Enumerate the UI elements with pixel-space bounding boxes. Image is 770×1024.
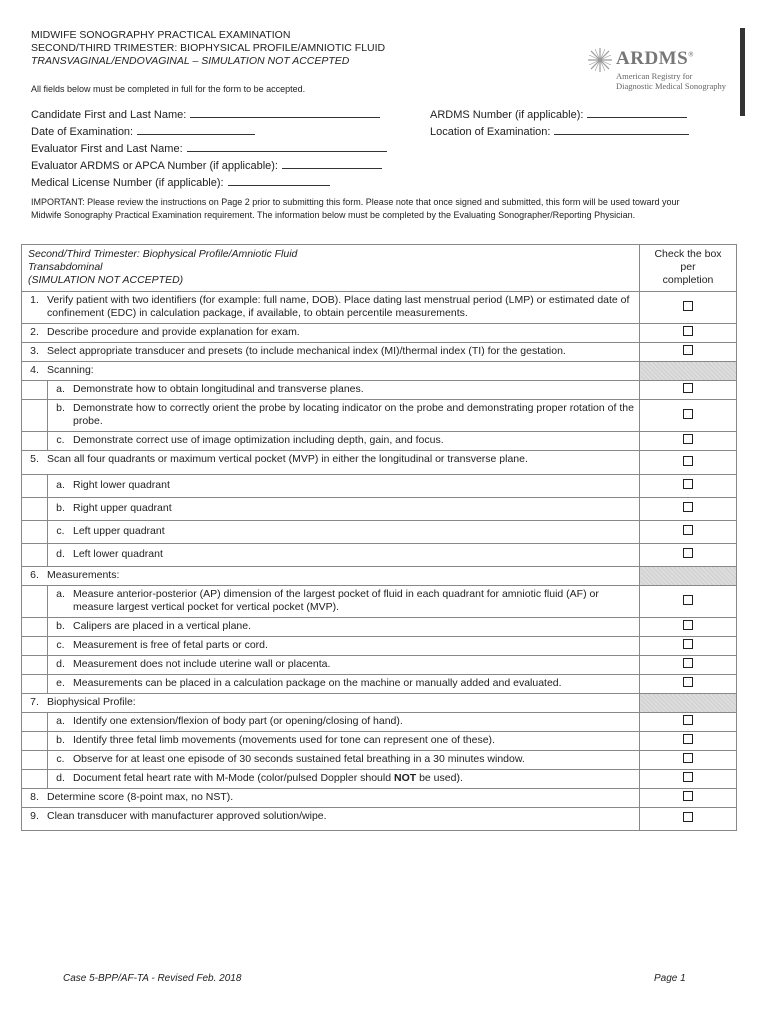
item-text: Identify three fetal limb movements (movements used for tone can represent one of these). <box>73 734 495 746</box>
table-row: a. Identify one extension/flexion of body part (or opening/closing of hand). <box>22 713 737 732</box>
section-heading: Scanning: <box>47 364 94 376</box>
form-header <box>31 29 385 68</box>
item-text: Demonstrate how to correctly orient the probe by locating indicator on the probe and demonstrating proper rotation of the probe. <box>73 402 634 427</box>
table-row: b. Demonstrate how to correctly orient the probe by locating indicator on the probe and demonstrating proper rotation of the probe. <box>22 400 737 432</box>
evaluator-name-line[interactable] <box>187 141 387 152</box>
shaded-cell <box>640 567 737 586</box>
evaluator-number-field[interactable]: Evaluator ARDMS or APCA Number (if applicable): <box>31 158 382 172</box>
completion-note: All fields below must be completed in full for the form to be accepted. <box>31 84 306 94</box>
footer-page-number: Page 1 <box>654 973 686 984</box>
table-row: 6. Measurements: <box>22 567 737 586</box>
table-row: 8. Determine score (8-point max, no NST). <box>22 789 737 808</box>
table-row: 5. Scan all four quadrants or maximum vertical pocket (MVP) in either the longitudinal or transverse plane. <box>22 451 737 475</box>
important-notice: IMPORTANT: Please review the instructions on Page 2 prior to submitting this form. Please note that once signed and submitted, this form will be used toward your Midwife Sonography Practical Examination requirement. The information below must be completed by the Evaluating Sonographer/Reporting Physician. <box>31 197 680 220</box>
checkbox[interactable] <box>683 525 693 535</box>
item-text: Describe procedure and provide explanation for exam. <box>47 326 300 338</box>
item-text: Demonstrate correct use of image optimization including depth, gain, and focus. <box>73 434 444 446</box>
checkbox[interactable] <box>683 595 693 605</box>
item-text: Determine score (8-point max, no NST). <box>47 791 234 803</box>
header-line-3: TRANSVAGINAL/ENDOVAGINAL – SIMULATION NOT ACCEPTED <box>31 55 350 67</box>
checkbox[interactable] <box>683 301 693 311</box>
table-row: b. Calipers are placed in a vertical plane. <box>22 618 737 637</box>
item-text: Left lower quadrant <box>73 548 163 560</box>
shaded-cell <box>640 362 737 381</box>
logo-tagline: American Registry for Diagnostic Medical Sonography <box>616 71 727 91</box>
item-text: Measurements can be placed in a calculation package on the machine or manually added and evaluated. <box>73 677 562 689</box>
table-row: c. Measurement is free of fetal parts or cord. <box>22 637 737 656</box>
item-text: Document fetal heart rate with M-Mode (color/pulsed Doppler should NOT be used). <box>73 772 463 784</box>
checkbox[interactable] <box>683 434 693 444</box>
table-row: 2. Describe procedure and provide explanation for exam. <box>22 324 737 343</box>
license-number-field[interactable]: Medical License Number (if applicable): <box>31 175 330 189</box>
exam-date-line[interactable] <box>137 124 255 135</box>
checkbox[interactable] <box>683 677 693 687</box>
item-text: Right lower quadrant <box>73 479 170 491</box>
checkbox[interactable] <box>683 734 693 744</box>
item-text: Demonstrate how to obtain longitudinal and transverse planes. <box>73 383 364 395</box>
page-edge-bar <box>740 28 745 116</box>
item-text: Measurement is free of fetal parts or cord. <box>73 639 268 651</box>
exam-date-field[interactable]: Date of Examination: <box>31 124 255 138</box>
item-text: Calipers are placed in a vertical plane. <box>73 620 252 632</box>
ardms-number-field[interactable]: ARDMS Number (if applicable): <box>430 107 687 121</box>
checkbox[interactable] <box>683 812 693 822</box>
item-text: Verify patient with two identifiers (for example: full name, DOB). Place dating last menstrual period (LMP) or estimated date of confinement (EDC) in calculation package, if available, to obtain percentile measurements. <box>47 294 630 319</box>
item-text: Left upper quadrant <box>73 525 165 537</box>
table-row: 7. Biophysical Profile: <box>22 694 737 713</box>
exam-location-line[interactable] <box>554 124 689 135</box>
table-row: a. Demonstrate how to obtain longitudinal and transverse planes. <box>22 381 737 400</box>
checkbox[interactable] <box>683 715 693 725</box>
item-text: Select appropriate transducer and presets (to include mechanical index (MI)/thermal index (TI) for the gestation. <box>47 345 566 357</box>
table-row: c. Demonstrate correct use of image optimization including depth, gain, and focus. <box>22 432 737 451</box>
item-text: Observe for at least one episode of 30 seconds sustained fetal breathing in a 30 minutes window. <box>73 753 525 765</box>
table-row: d. Left lower quadrant <box>22 544 737 567</box>
item-text: Scan all four quadrants or maximum vertical pocket (MVP) in either the longitudinal or transverse plane. <box>47 453 528 465</box>
table-row: d. Measurement does not include uterine wall or placenta. <box>22 656 737 675</box>
checkbox[interactable] <box>683 548 693 558</box>
logo-name: ARDMS® <box>616 48 694 69</box>
checkbox[interactable] <box>683 345 693 355</box>
header-line-1: MIDWIFE SONOGRAPHY PRACTICAL EXAMINATION <box>31 29 291 41</box>
table-row: 1. Verify patient with two identifiers (for example: full name, DOB). Place dating last menstrual period (LMP) or estimated date of confinement (EDC) in calculation package, if available, to obtain percentile measurements. <box>22 292 737 324</box>
section-heading: Measurements: <box>47 569 120 581</box>
header-line-2: SECOND/THIRD TRIMESTER: BIOPHYSICAL PROFILE/AMNIOTIC FLUID <box>31 42 386 54</box>
item-text: Measure anterior-posterior (AP) dimension of the largest pocket of fluid in each quadrant for amniotic fluid (AF) or measure largest vertical pocket for vertical pocket (MVP). <box>73 588 599 613</box>
section-heading: Biophysical Profile: <box>47 696 136 708</box>
competency-checklist-table <box>21 244 737 831</box>
table-row: d. Document fetal heart rate with M-Mode (color/pulsed Doppler should NOT be used). <box>22 770 737 789</box>
item-text: Clean transducer with manufacturer approved solution/wipe. <box>47 810 327 822</box>
ardms-star-icon <box>586 46 614 74</box>
table-row: 9. Clean transducer with manufacturer approved solution/wipe. <box>22 808 737 831</box>
checkbox[interactable] <box>683 502 693 512</box>
table-row: c. Observe for at least one episode of 30 seconds sustained fetal breathing in a 30 minutes window. <box>22 751 737 770</box>
check-column-header: Check the box per completion <box>640 245 737 292</box>
ardms-logo <box>586 46 736 92</box>
checkbox[interactable] <box>683 639 693 649</box>
table-title: Second/Third Trimester: Biophysical Profile/Amniotic Fluid Transabdominal (SIMULATION NOT ACCEPTED) <box>22 245 640 292</box>
evaluator-name-field[interactable]: Evaluator First and Last Name: <box>31 141 387 155</box>
checkbox[interactable] <box>683 658 693 668</box>
exam-location-field[interactable]: Location of Examination: <box>430 124 689 138</box>
table-row: b. Right upper quadrant <box>22 498 737 521</box>
candidate-name-field[interactable]: Candidate First and Last Name: <box>31 107 380 121</box>
item-text: Right upper quadrant <box>73 502 172 514</box>
table-row: 3. Select appropriate transducer and presets (to include mechanical index (MI)/thermal index (TI) for the gestation. <box>22 343 737 362</box>
checkbox[interactable] <box>683 456 693 466</box>
table-row: 4. Scanning: <box>22 362 737 381</box>
checkbox[interactable] <box>683 772 693 782</box>
checkbox[interactable] <box>683 326 693 336</box>
evaluator-number-line[interactable] <box>282 158 382 169</box>
candidate-name-line[interactable] <box>190 107 380 118</box>
checkbox[interactable] <box>683 409 693 419</box>
table-header-row <box>22 245 737 292</box>
ardms-number-line[interactable] <box>587 107 687 118</box>
table-row: a. Measure anterior-posterior (AP) dimension of the largest pocket of fluid in each quadrant for amniotic fluid (AF) or measure largest vertical pocket for vertical pocket (MVP). <box>22 586 737 618</box>
checkbox[interactable] <box>683 791 693 801</box>
checkbox[interactable] <box>683 753 693 763</box>
license-number-line[interactable] <box>228 175 330 186</box>
table-row: e. Measurements can be placed in a calculation package on the machine or manually added and evaluated. <box>22 675 737 694</box>
checkbox[interactable] <box>683 620 693 630</box>
checkbox[interactable] <box>683 383 693 393</box>
table-row: a. Right lower quadrant <box>22 475 737 498</box>
item-text: Identify one extension/flexion of body part (or opening/closing of hand). <box>73 715 403 727</box>
item-text: Measurement does not include uterine wall or placenta. <box>73 658 331 670</box>
checkbox[interactable] <box>683 479 693 489</box>
table-row: b. Identify three fetal limb movements (movements used for tone can represent one of these). <box>22 732 737 751</box>
footer-case-label: Case 5-BPP/AF-TA - Revised Feb. 2018 <box>63 973 242 984</box>
table-row: c. Left upper quadrant <box>22 521 737 544</box>
shaded-cell <box>640 694 737 713</box>
